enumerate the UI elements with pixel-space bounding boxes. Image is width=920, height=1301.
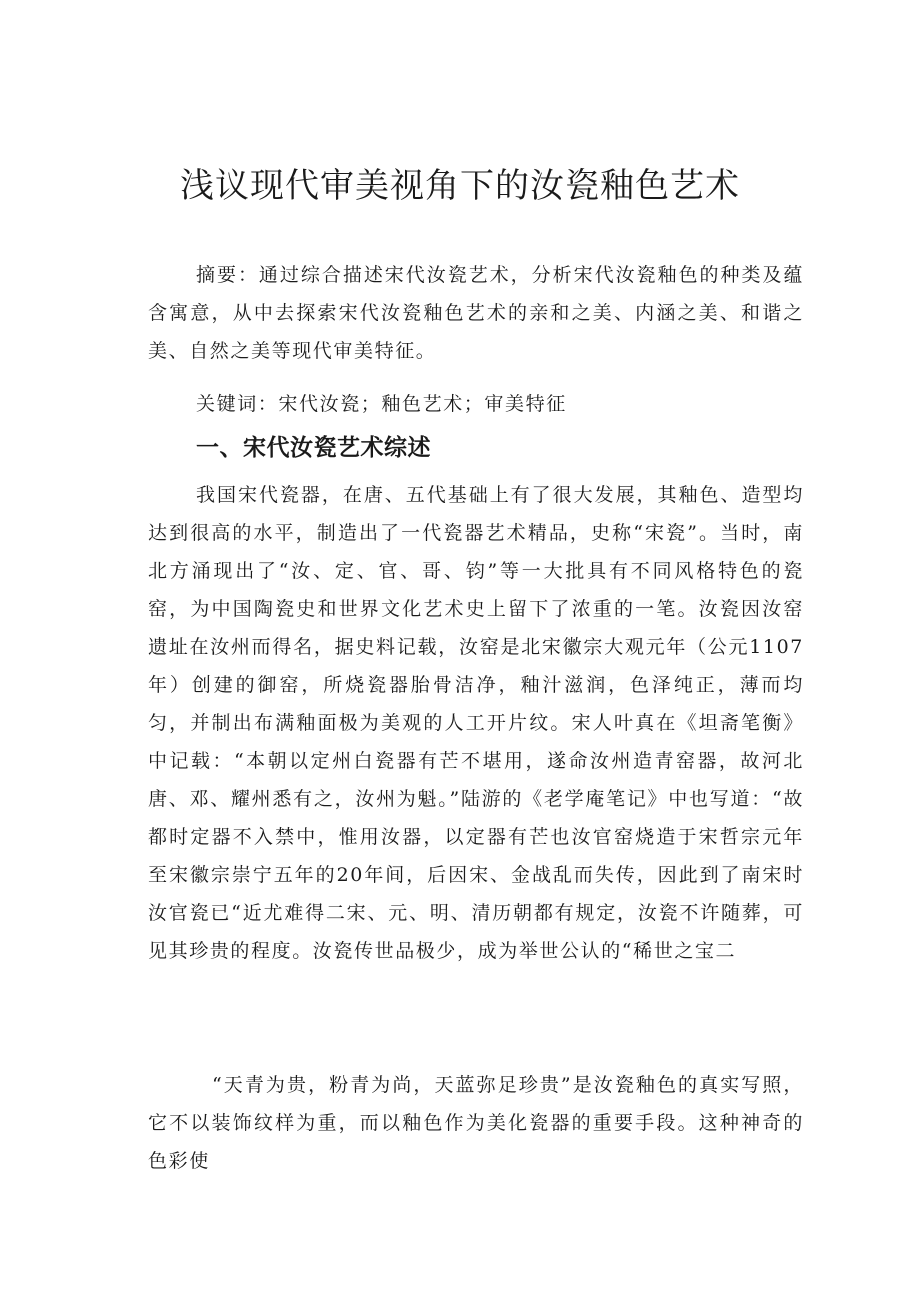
body-paragraph-2: “天青为贵，粉青为尚，天蓝弥足珍贵”是汝瓷釉色的真实写照，它不以装饰纹样为重，而以釉色作为美化瓷器的重要手段。这种神奇的色彩使 bbox=[148, 1074, 804, 1172]
body-paragraph-1: 我国宋代瓷器，在唐、五代基础上有了很大发展，其釉色、造型均达到很高的水平，制造出了一代瓷器艺术精品，史称“宋瓷”。当时，南北方涌现出了“汝、定、官、哥、钧”等一大批具有不同风格特色的瓷窑，为中国陶瓷史和世界文化艺术史上留下了浓重的一笔。汝瓷因汝窑遗址在汝州而得名，据史料记载，汝窑是北宋徽宗大观元年（公元1107年）创建的御窑，所烧瓷器胎骨洁净，釉汁滋润，色泽纯正，薄而均匀，并制出布满釉面极为美观的人工开片纹。宋人叶真在《坦斋笔衡》中记载：“本朝以定州白瓷器有芒不堪用，遂命汝州造青窑器，故河北唐、邓、耀州悉有之，汝州为魁。”陆游的《老学庵笔记》中也写道：“故都时定器不入禁中，惟用汝器，以定器有芒也汝官窑烧造于宋哲宗元年至宋徽宗崇宁五年的20年间，后因宋、金战乱而失传，因此到了南宋时汝官瓷已“近尤难得二宋、元、明、清历朝都有规定，汝瓷不许随葬，可见其珍贵的程度。汝瓷传世品极少，成为举世公认的“稀世之宝二 bbox=[148, 484, 804, 962]
abstract-paragraph: 摘要：通过综合描述宋代汝瓷艺术，分析宋代汝瓷釉色的种类及蕴含寓意，从中去探索宋代汝瓷釉色艺术的亲和之美、内涵之美、和谐之美、自然之美等现代审美特征。 bbox=[148, 264, 804, 362]
section-heading: 一、宋代汝瓷艺术综述 bbox=[196, 435, 431, 461]
document-title: 浅议现代审美视角下的汝瓷釉色艺术 bbox=[180, 166, 740, 206]
keywords-line: 关键词：宋代汝瓷；釉色艺术；审美特征 bbox=[196, 393, 567, 415]
